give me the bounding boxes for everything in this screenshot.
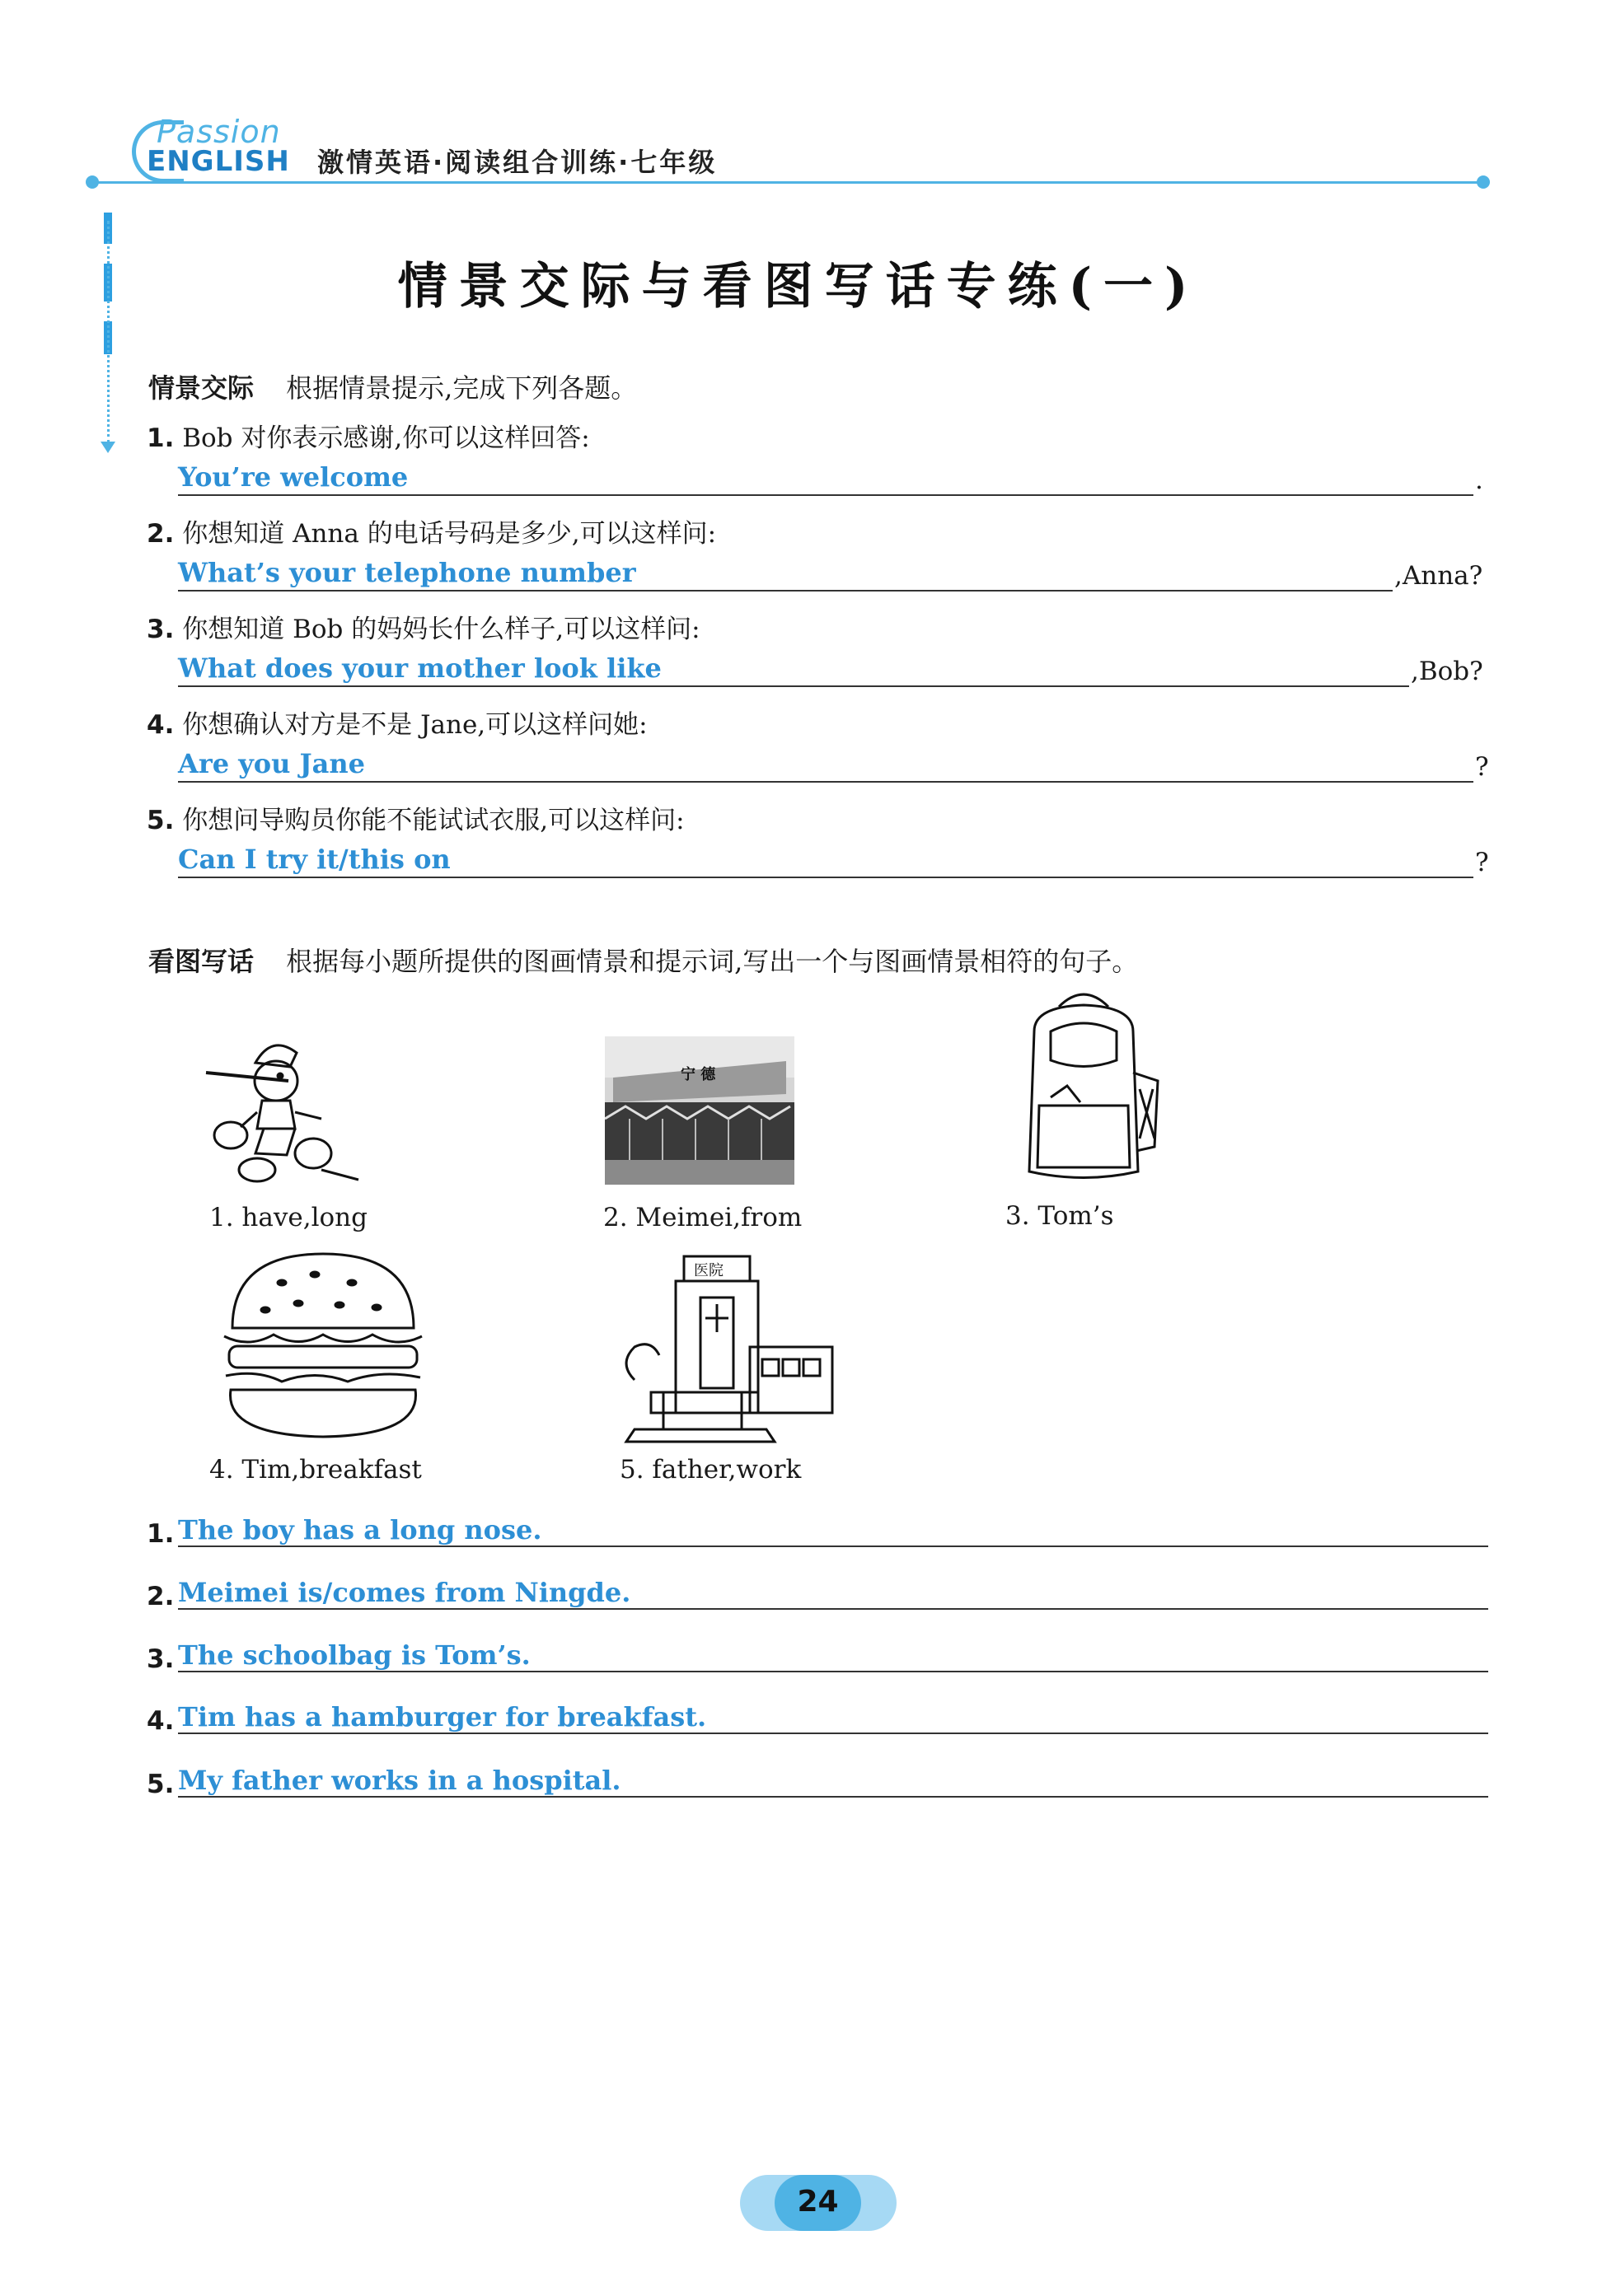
- answer-tail: ,Anna?: [1394, 561, 1483, 591]
- answer-tail: .: [1475, 465, 1483, 495]
- header-rule-dot-right: [1477, 175, 1490, 189]
- answer-line: [178, 685, 1409, 687]
- header-rule: [92, 181, 1485, 184]
- writing-answer-text: Meimei is/comes from Ningde.: [178, 1577, 631, 1608]
- writing-answer-4: [147, 1706, 174, 1736]
- header-title: 激情英语·阅读组合训练·七年级: [317, 147, 718, 178]
- section2-heading: 看图写话: [148, 946, 255, 977]
- writing-answer-text: My father works in a hospital.: [178, 1765, 621, 1796]
- writing-answer-text: The boy has a long nose.: [178, 1514, 542, 1545]
- writing-answer-2: [147, 1582, 174, 1611]
- picture-caption: 1. have,long: [209, 1203, 368, 1232]
- answer-number: 5.: [147, 1770, 175, 1799]
- page-title: 情景交际与看图写话专练(一): [397, 258, 1200, 316]
- question-prompt: 你想知道 Bob 的妈妈长什么样子,可以这样问:: [182, 615, 700, 644]
- question-number: 4.: [147, 710, 175, 740]
- section1-header: [148, 367, 637, 405]
- passion-english-logo: [132, 114, 293, 181]
- answer-text: You’re welcome: [178, 461, 409, 493]
- writing-answer-5: [147, 1770, 174, 1799]
- section2-instruction: 根据每小题所提供的图画情景和提示词,写出一个与图画情景相符的句子。: [286, 946, 1139, 977]
- answer-line: [178, 1545, 1488, 1547]
- picture-caption: 5. father,work: [620, 1455, 802, 1485]
- question-number: 3.: [147, 615, 175, 644]
- question-5: [147, 799, 685, 836]
- question-prompt: 你想问导购员你能不能试试衣服,可以这样问:: [182, 806, 685, 835]
- writing-answer-text: Tim has a hamburger for breakfast.: [178, 1701, 707, 1733]
- question-4: [147, 704, 648, 741]
- answer-line: [178, 1733, 1488, 1734]
- question-number: 1.: [147, 423, 175, 453]
- writing-answer-text: The schoolbag is Tom’s.: [178, 1639, 531, 1671]
- answer-line: [178, 781, 1473, 783]
- answer-line: [178, 1608, 1488, 1610]
- answer-line: [178, 590, 1393, 592]
- section1-instruction: 根据情景提示,完成下列各题。: [286, 372, 638, 404]
- picture-caption: 4. Tim,breakfast: [209, 1455, 422, 1485]
- question-3: [147, 608, 700, 645]
- logo-passion-text: Passion: [157, 114, 281, 150]
- answer-text: Can I try it/this on: [178, 844, 451, 875]
- answer-tail: ?: [1475, 848, 1489, 877]
- answer-text: What does your mother look like: [178, 652, 662, 684]
- schoolbag-icon: [1001, 982, 1166, 1188]
- building-sign: 宁 德: [681, 1066, 716, 1083]
- side-arrow-icon: [101, 442, 115, 453]
- answer-line: [178, 877, 1473, 878]
- answer-text: What’s your telephone number: [178, 557, 636, 588]
- question-number: 2.: [147, 519, 175, 549]
- answer-line: [178, 1671, 1488, 1672]
- picture-caption: 2. Meimei,from: [603, 1203, 803, 1232]
- answer-line: [178, 1796, 1488, 1798]
- question-prompt: 你想确认对方是不是 Jane,可以这样问她:: [182, 710, 648, 740]
- page-number: 24: [797, 2185, 839, 2219]
- section2-header: [148, 941, 1138, 979]
- answer-tail: ?: [1475, 752, 1489, 782]
- section1-heading: 情景交际: [148, 372, 255, 404]
- header-rule-dot-left: [86, 175, 99, 189]
- pinocchio-icon: [198, 1030, 371, 1195]
- answer-line: [178, 494, 1473, 496]
- picture-caption: 3. Tom’s: [1005, 1201, 1114, 1231]
- writing-answer-1: [147, 1519, 174, 1549]
- question-2: [147, 512, 716, 549]
- hamburger-icon: [216, 1246, 430, 1443]
- logo-english-text: ENGLISH: [147, 145, 290, 178]
- answer-number: 4.: [147, 1706, 175, 1736]
- question-1: [147, 417, 590, 454]
- writing-answer-3: [147, 1644, 174, 1674]
- answer-number: 2.: [147, 1582, 175, 1611]
- building-photo: [605, 1036, 794, 1185]
- answer-text: Are you Jane: [178, 748, 366, 779]
- question-prompt: 你想知道 Anna 的电话号码是多少,可以这样问:: [182, 519, 717, 549]
- hospital-icon: [618, 1248, 849, 1446]
- question-prompt: Bob 对你表示感谢,你可以这样回答:: [182, 423, 590, 453]
- answer-tail: ,Bob?: [1411, 657, 1483, 686]
- answer-number: 1.: [147, 1519, 175, 1549]
- question-number: 5.: [147, 806, 175, 835]
- hospital-sign: 医院: [694, 1262, 724, 1279]
- answer-number: 3.: [147, 1644, 175, 1674]
